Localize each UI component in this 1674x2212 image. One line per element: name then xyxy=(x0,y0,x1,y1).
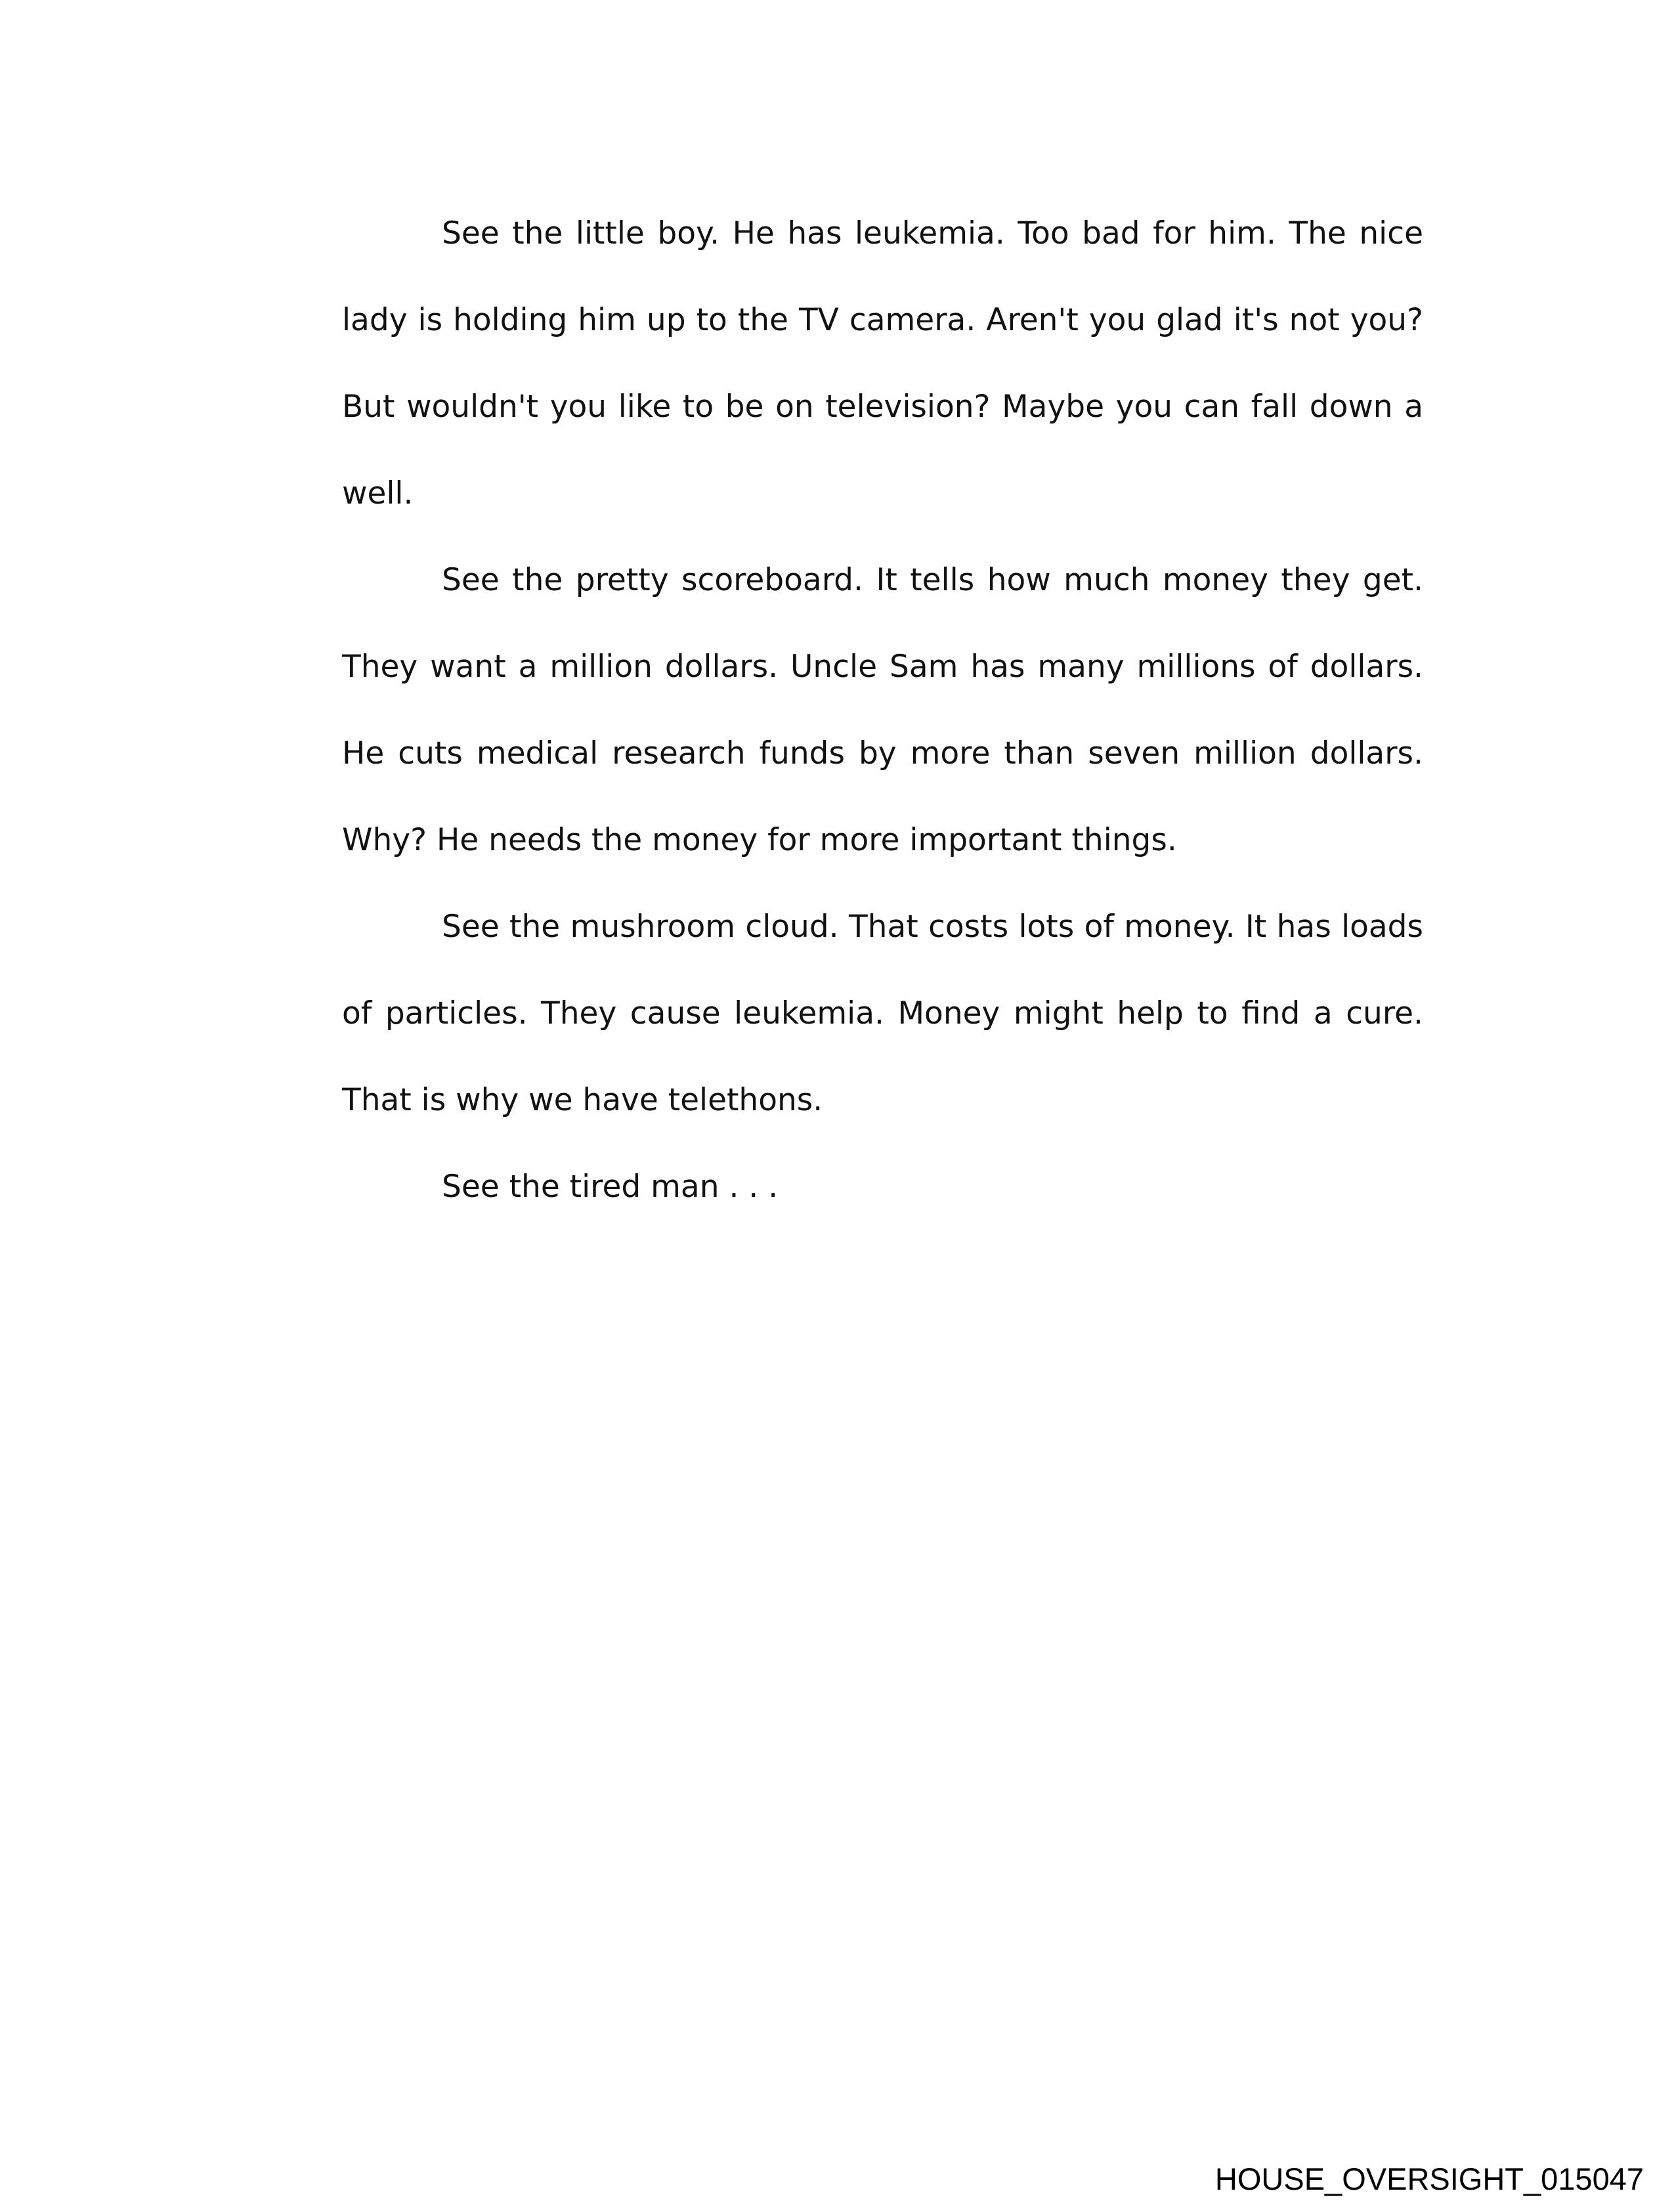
bates-number: HOUSE_OVERSIGHT_015047 xyxy=(1214,2161,1644,2196)
paragraph-3: See the mushroom cloud. That costs lots of money. It has loads of particles. They cause leukemia. Money might help to find a cure. That is why we have telethons. xyxy=(342,909,1423,1118)
body-text xyxy=(342,190,1423,1230)
paragraph-1: See the little boy. He has leukemia. Too bad for him. The nice lady is holding him up to the TV camera. Aren't you glad it's not you? But wouldn't you like to be on television? Maybe you can fall down a well. xyxy=(342,215,1423,511)
paragraph-2: See the pretty scoreboard. It tells how much money they get. They want a million dollars. Uncle Sam has many millions of dollars. He cuts medical research funds by more than seven million dollars. Why? He needs the money for more important things. xyxy=(342,562,1423,858)
paragraph-4: See the tired man . . . xyxy=(442,1169,779,1205)
